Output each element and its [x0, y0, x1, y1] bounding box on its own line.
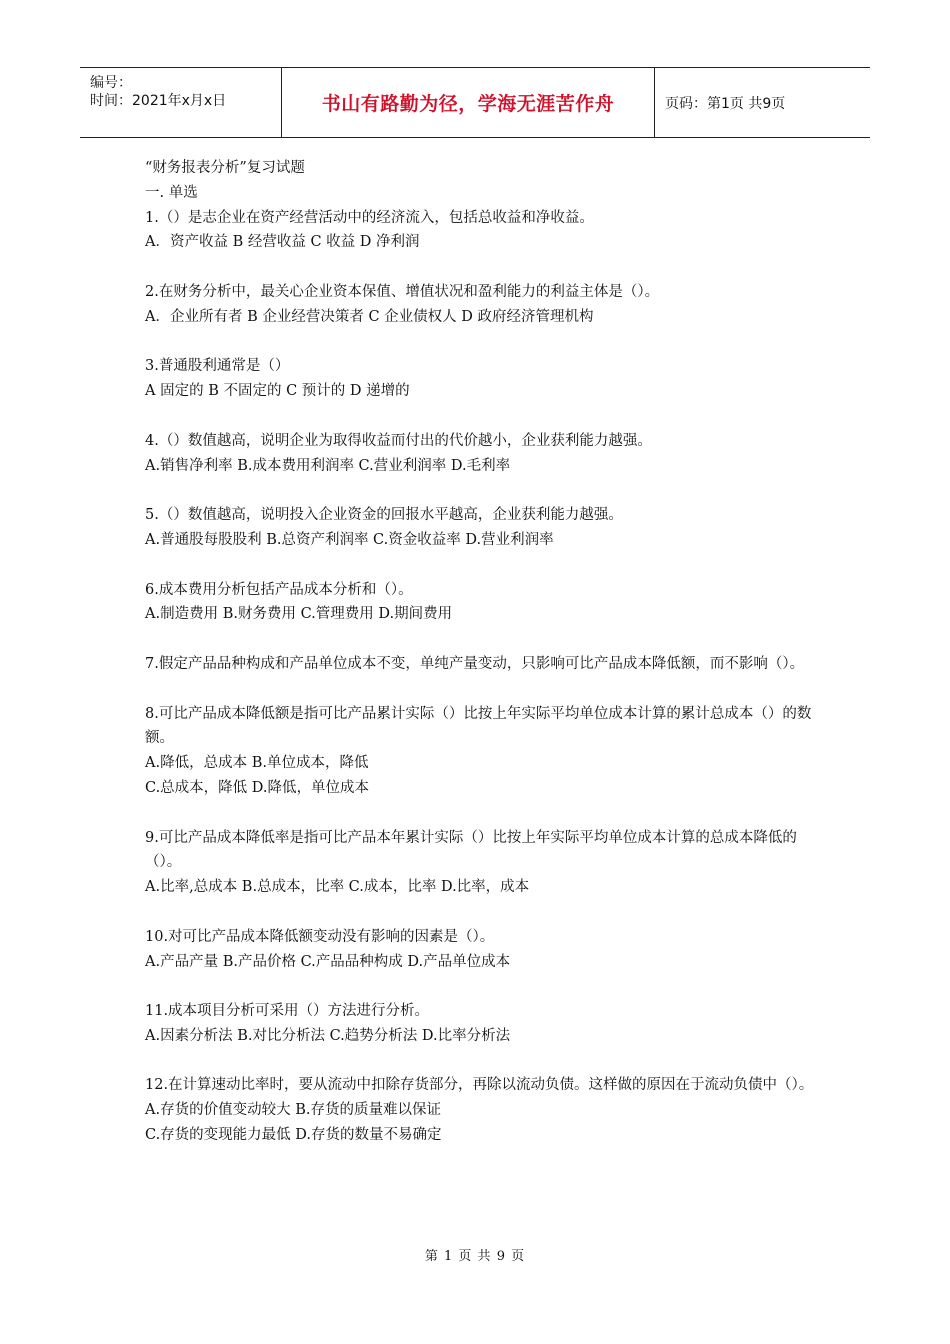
question-options: C.总成本，降低 D.降低，单位成本 — [145, 779, 370, 796]
question-options: A．资产收益 B 经营收益 C 收益 D 净利润 — [145, 234, 420, 251]
document-title: “财务报表分析”复习试题 — [145, 160, 305, 176]
question-options: A．企业所有者 B 企业经营决策者 C 企业债权人 D 政府经济管理机构 — [145, 308, 594, 325]
question-item — [145, 354, 815, 404]
question-item — [145, 578, 815, 628]
question-item — [145, 280, 815, 330]
question-options: A.降低，总成本 B.单位成本，降低 — [145, 755, 369, 772]
question-text: 2.在财务分析中，最关心企业资本保值、增值状况和盈利能力的利益主体是（）。 — [145, 283, 660, 300]
question-item — [145, 503, 815, 553]
question-text: 5.（）数值越高，说明投入企业资金的回报水平越高，企业获利能力越强。 — [145, 507, 623, 524]
page-header — [80, 67, 870, 138]
document-body — [145, 156, 815, 1173]
question-text: 3.普通股利通常是（） — [145, 358, 290, 375]
question-options: A.存货的价值变动较大 B.存货的质量难以保证 — [145, 1102, 441, 1119]
question-text: 9.可比产品成本降低率是指可比产品本年累计实际（）比按上年实际平均单位成本计算的总成本降低的（）。 — [145, 829, 797, 871]
question-text: 6.成本费用分析包括产品成本分析和（）。 — [145, 581, 413, 598]
number-label: 编号： — [90, 75, 132, 91]
question-options: A.比率,总成本 B.总成本，比率 C.成本，比率 D.比率，成本 — [145, 879, 530, 896]
question-item — [145, 1073, 815, 1147]
header-meta — [80, 68, 282, 137]
question-options: A 固定的 B 不固定的 C 预计的 D 递增的 — [145, 383, 410, 400]
question-item — [145, 652, 815, 677]
question-text: 10.对可比产品成本降低额变动没有影响的因素是（）。 — [145, 928, 495, 945]
question-item — [145, 702, 815, 801]
question-options: A.销售净利率 B.成本费用利润率 C.营业利润率 D.毛利率 — [145, 457, 511, 474]
question-item — [145, 999, 815, 1049]
question-item — [145, 925, 815, 975]
question-text: 1.（）是志企业在资产经营活动中的经济流入，包括总收益和净收益。 — [145, 209, 594, 226]
page-footer: 第 1 页 共 9 页 — [424, 1249, 526, 1264]
time-label: 时间：2021年x月x日 — [90, 93, 227, 109]
question-options: A.制造费用 B.财务费用 C.管理费用 D.期间费用 — [145, 606, 453, 623]
question-item — [145, 826, 815, 900]
question-options: A.因素分析法 B.对比分析法 C.趋势分析法 D.比率分析法 — [145, 1027, 511, 1044]
question-item — [145, 429, 815, 479]
question-text: 7.假定产品品种构成和产品单位成本不变，单纯产量变动，只影响可比产品成本降低额，而不影响（）。 — [145, 655, 805, 672]
question-text: 8.可比产品成本降低额是指可比产品累计实际（）比按上年实际平均单位成本计算的累计总成本（）的数额。 — [145, 705, 812, 747]
question-item — [145, 206, 815, 256]
header-page-info: 页码：第1页 共9页 — [665, 95, 786, 112]
question-text: 4.（）数值越高，说明企业为取得收益而付出的代价越小，企业获利能力越强。 — [145, 432, 652, 449]
header-motto: 书山有路勤为径，学海无涯苦作舟 — [282, 68, 655, 137]
section-heading: 一. 单选 — [145, 184, 198, 201]
question-list — [145, 206, 815, 1148]
question-options: C.存货的变现能力最低 D.存货的数量不易确定 — [145, 1127, 442, 1144]
question-options: A.产品产量 B.产品价格 C.产品品种构成 D.产品单位成本 — [145, 953, 511, 970]
question-options: A.普通股每股股利 B.总资产利润率 C.资金收益率 D.营业利润率 — [145, 531, 554, 548]
question-text: 11.成本项目分析可采用（）方法进行分析。 — [145, 1003, 430, 1020]
question-text: 12.在计算速动比率时，要从流动中扣除存货部分，再除以流动负债。这样做的原因在于流动负债中（）。 — [145, 1077, 814, 1094]
